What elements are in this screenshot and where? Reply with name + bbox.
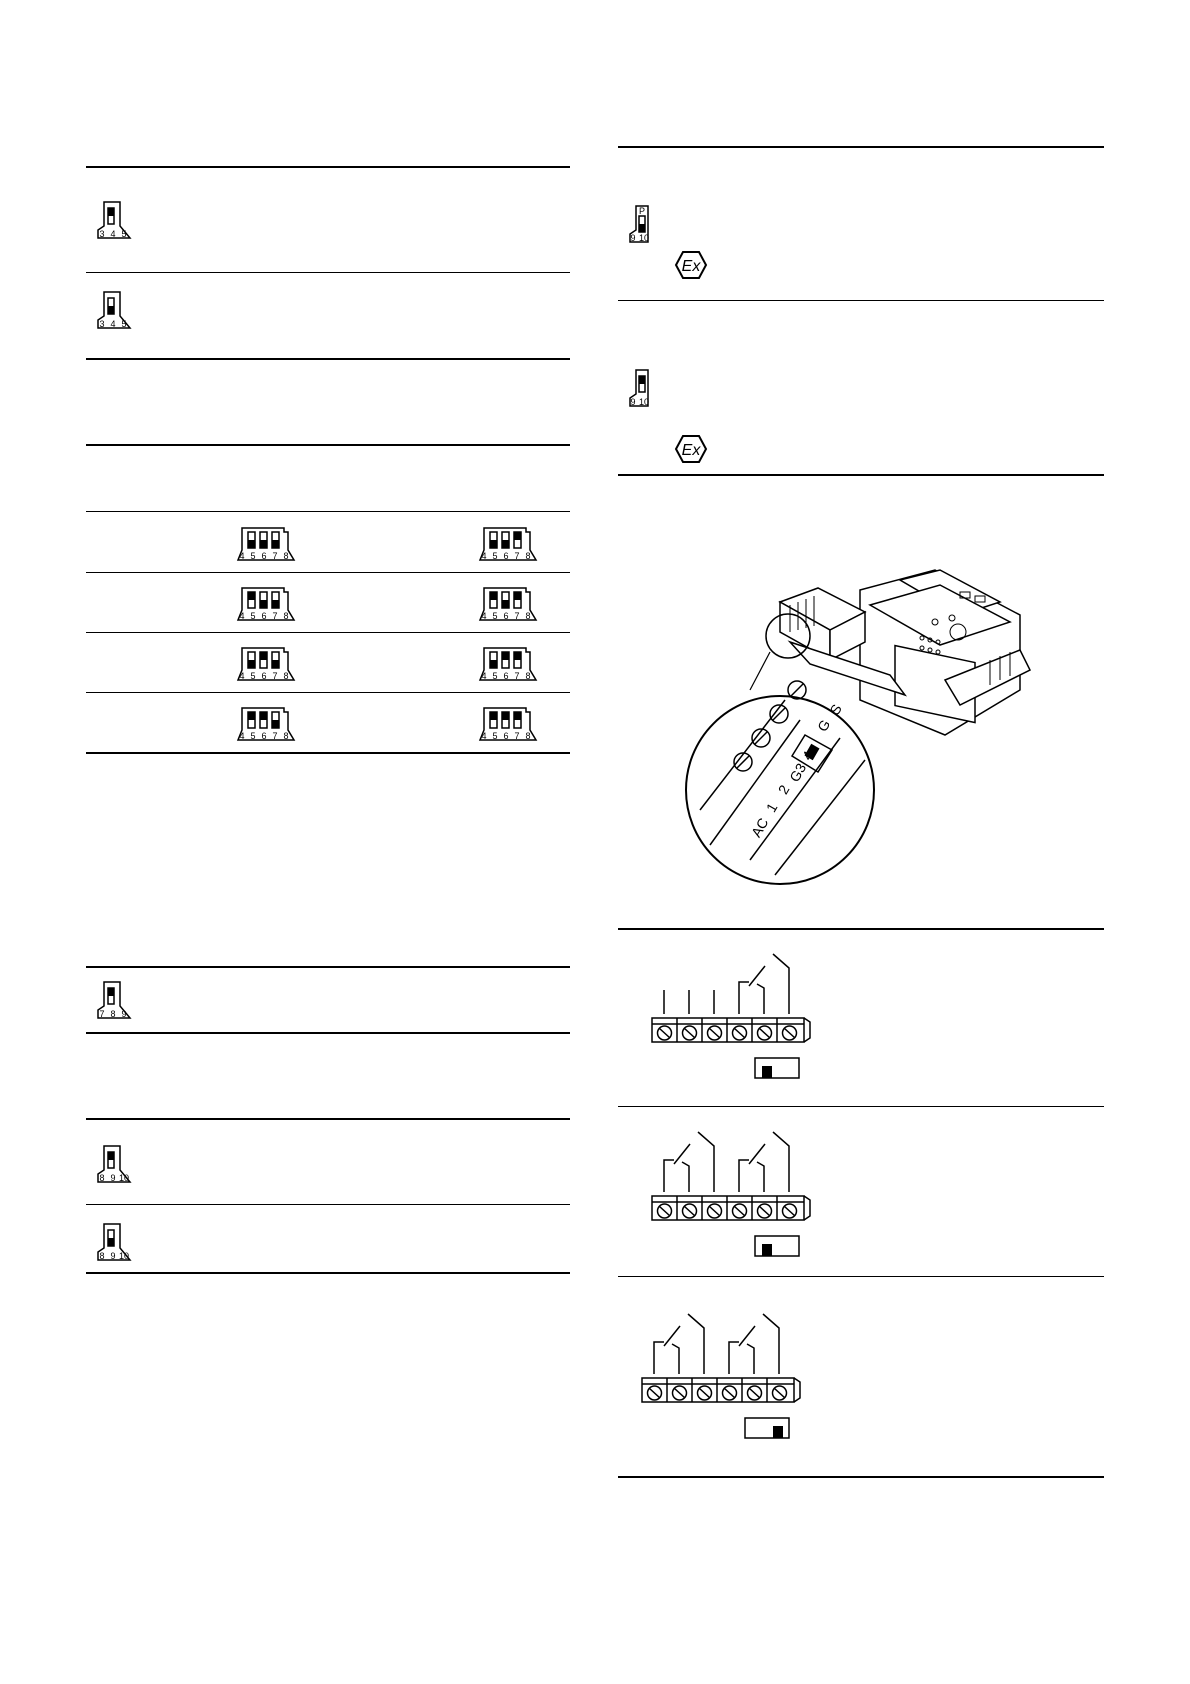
dip-switch-icon [236,524,296,564]
dip-toggle [490,592,497,600]
divider [618,146,1104,148]
switch-position-label: 4 [239,731,245,741]
dip-toggle [514,532,521,540]
dip-toggle [248,660,255,668]
ex-explosion-protection-icon [674,250,708,280]
switch-label-g: G [814,716,834,735]
dip-switch-icon [478,644,538,684]
dip-toggle [248,712,255,720]
jumper-switch-8-9-10-down-icon [96,1222,138,1266]
switch-position-label: 10 [118,1173,130,1183]
switch-position-label: 4 [239,671,245,681]
ex-mark-label: Ex [681,258,701,275]
dip-toggle [514,712,521,720]
divider [86,358,570,360]
switch-knob [108,1238,114,1246]
dip-toggle [272,540,279,548]
dip-toggle [490,540,497,548]
switch-position-label: 8 [99,1251,105,1261]
switch-position-label: 7 [514,671,520,681]
switch-position-label: 8 [283,551,289,561]
dip-toggle [260,540,267,548]
divider [618,928,1104,930]
switch-position-label: 5 [250,551,256,561]
dip-switch-icon [236,704,296,744]
switch-knob [108,208,114,216]
dip-toggle [260,712,267,720]
divider [618,1276,1104,1277]
switch-position-label: 8 [283,611,289,621]
switch-position-label: 6 [261,671,267,681]
switch-position-label: 7 [272,671,278,681]
divider [618,1476,1104,1478]
switch-position-label: 7 [514,731,520,741]
switch-position-label: 5 [121,319,127,329]
switch-position-label: 8 [525,671,531,681]
dip-switch-icon [478,704,538,744]
device-illustration [690,560,1030,910]
dip-toggle [248,592,255,600]
dip-toggle [502,652,509,660]
dip-toggle [272,660,279,668]
switch-position-label: 5 [492,731,498,741]
switch-position-label: 8 [110,1009,116,1019]
divider [86,272,570,273]
switch-position-label: 9 [121,1009,127,1019]
switch-position-label: 5 [492,551,498,561]
dip-toggle [502,540,509,548]
terminal-label-1: 1 [762,800,781,815]
jumper-switch-3-4-5-down-icon [96,290,138,334]
switch-position-label: 7 [272,611,278,621]
divider [86,1204,570,1205]
dip-toggle [248,540,255,548]
switch-position-label: 5 [250,611,256,621]
dip-switch-icon [236,644,296,684]
switch-position-label: 5 [121,229,127,239]
dip-toggle [490,712,497,720]
terminal-wiring-diagram [650,1124,820,1264]
divider [86,444,570,446]
switch-position-label: 6 [261,551,267,561]
switch-position-label: 9 [110,1251,116,1261]
switch-position-label: 6 [503,551,509,561]
ex-explosion-protection-icon [674,434,708,464]
dip-toggle [502,600,509,608]
jumper-switch-9-10-up-icon [628,368,658,412]
switch-position-label: 8 [283,731,289,741]
switch-position-label: 8 [525,611,531,621]
divider [86,966,570,968]
switch-position-label: 4 [239,551,245,561]
switch-position-label: 4 [110,319,116,329]
jumper-switch-8-9-10-up-icon [96,1144,138,1188]
divider [86,572,570,573]
dip-toggle [502,712,509,720]
divider [86,1272,570,1274]
switch-position-label: 4 [110,229,116,239]
divider [618,300,1104,301]
slider-knob [762,1244,772,1256]
terminal-label-2: 2 [774,782,793,797]
switch-mark-label: P [638,206,646,216]
terminal-label-g3: G3 [786,760,810,785]
switch-position-label: 7 [99,1009,105,1019]
ex-mark-label: Ex [681,442,701,459]
dip-switch-icon [236,584,296,624]
switch-knob [108,988,114,996]
switch-position-label: 9 [630,233,636,243]
terminal-wiring-diagram [640,1306,810,1446]
switch-position-label: 4 [481,671,487,681]
switch-knob [108,306,114,314]
divider [618,474,1104,476]
switch-position-label: 5 [250,671,256,681]
switch-position-label: 6 [503,731,509,741]
switch-position-label: 7 [514,551,520,561]
dip-toggle [514,652,521,660]
divider [86,166,570,168]
divider [86,752,570,754]
jumper-switch-3-4-5-up-icon [96,200,138,244]
switch-position-label: 4 [481,611,487,621]
switch-position-label: 5 [492,611,498,621]
divider [86,511,570,512]
slider-knob [762,1066,772,1078]
terminal-label-ac: AC [747,815,772,840]
switch-knob [639,224,645,232]
switch-position-label: 6 [261,611,267,621]
dip-toggle [260,652,267,660]
dip-toggle [260,600,267,608]
switch-position-label: 3 [99,229,105,239]
divider [618,1106,1104,1107]
switch-position-label: 8 [99,1173,105,1183]
switch-knob [639,376,645,384]
switch-position-label: 6 [261,731,267,741]
slider-knob [773,1426,783,1438]
switch-position-label: 8 [525,731,531,741]
switch-position-label: 6 [503,671,509,681]
divider [86,1118,570,1120]
switch-position-label: 4 [481,731,487,741]
terminal-label-4: 4 [798,748,817,763]
dip-toggle [272,600,279,608]
divider [86,632,570,633]
dip-switch-icon [478,524,538,564]
dip-switch-icon [478,584,538,624]
dip-toggle [272,720,279,728]
switch-position-label: 8 [525,551,531,561]
terminal-wiring-diagram [650,946,820,1086]
switch-position-label: 7 [272,551,278,561]
switch-position-label: 9 [630,397,636,407]
divider [86,1032,570,1034]
switch-knob [108,1152,114,1160]
switch-position-label: 6 [503,611,509,621]
switch-position-label: 10 [118,1251,130,1261]
switch-position-label: 5 [250,731,256,741]
switch-position-label: 7 [514,611,520,621]
switch-position-label: 10 [638,233,650,243]
divider [86,692,570,693]
switch-label-s: S [826,701,845,718]
switch-position-label: 4 [481,551,487,561]
switch-position-label: 5 [492,671,498,681]
switch-position-label: 8 [283,671,289,681]
jumper-switch-9-10-p-icon [628,204,658,248]
switch-position-label: 7 [272,731,278,741]
switch-position-label: 3 [99,319,105,329]
jumper-switch-7-8-9-up-icon [96,980,138,1024]
switch-position-label: 4 [239,611,245,621]
switch-position-label: 9 [110,1173,116,1183]
dip-toggle [490,660,497,668]
dip-toggle [514,592,521,600]
switch-position-label: 10 [638,397,650,407]
